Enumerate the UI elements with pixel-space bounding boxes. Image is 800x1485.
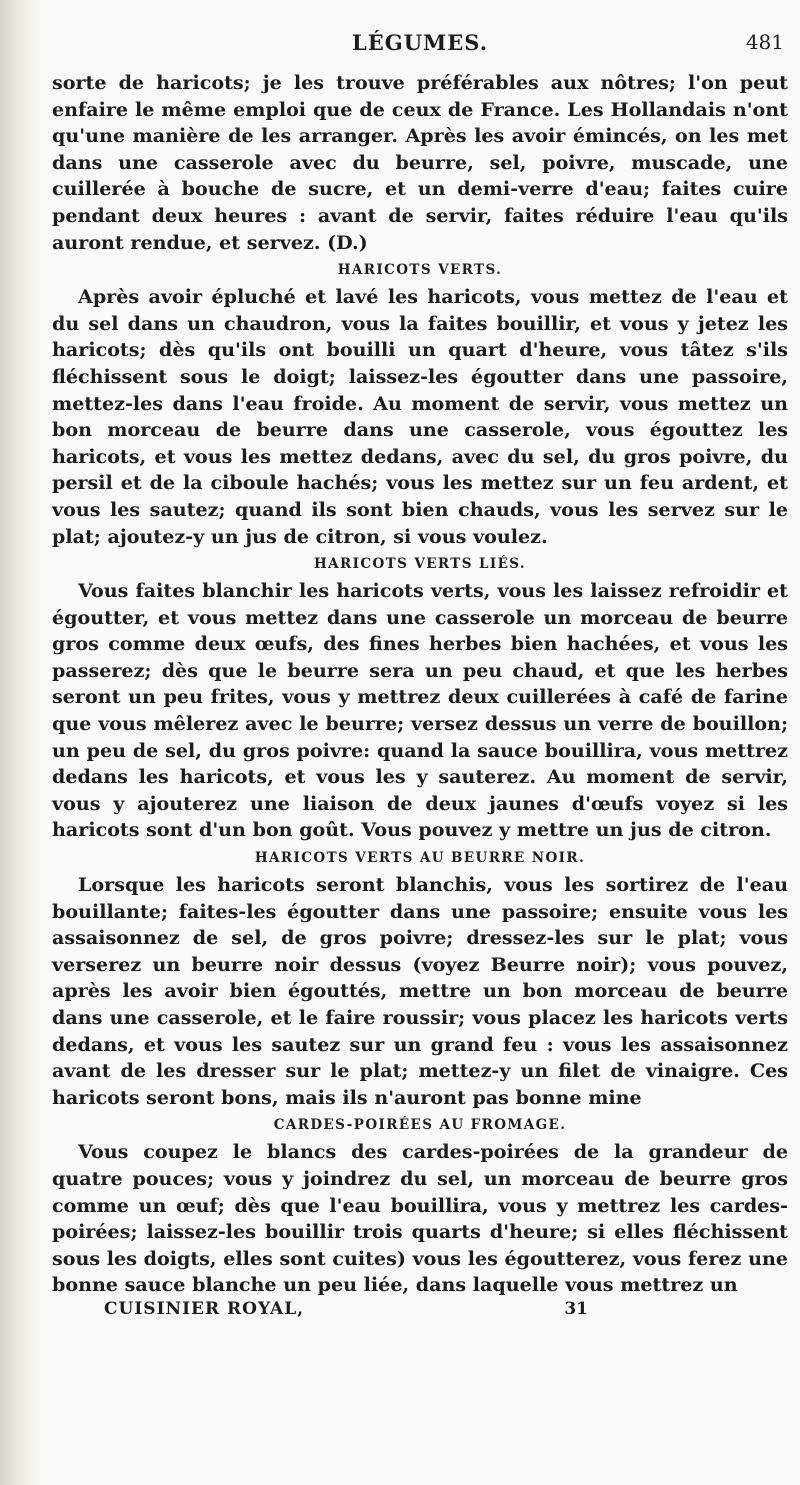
page-footer (52, 1299, 788, 1325)
section-heading-haricots-verts: HARICOTS VERTS. (337, 262, 503, 279)
running-head-title: LÉGUMES. (352, 30, 488, 55)
page-number: 481 (745, 30, 784, 54)
section-heading-cardes-poirees: CARDES-POIRÉES AU FROMAGE. (273, 1117, 567, 1134)
signature-mark: CUISINIER ROYAL, (104, 1298, 305, 1319)
sheet-number: 31 (564, 1298, 588, 1319)
section-heading-haricots-beurre-noir: HARICOTS VERTS AU BEURRE NOIR. (254, 850, 586, 867)
paragraph-haricots-verts: Après avoir épluché et lavé les haricots, vous mettez de l'eau et du sel dans un chaudron, vous la faites bouillir, et vous y jetez les haricots; dès qu'ils ont bouilli un quart d'heure, vous tâtez s'ils fléchissent sous le doigt; laissez-les égoutter dans une passoire, mettez-les dans l'eau froide. Au moment de servir, vous mettez un bon morceau de beurre dans une casserole, vous égouttez les haricots, et vous les mettez dedans, avec du sel, du gros poivre, du persil et de la ciboule hachés; vous les mettez sur un feu ardent, et vous les sautez; quand ils sont bien chauds, vous les servez sur le plat; ajoutez-y un jus de citron, si vous voulez. (52, 285, 788, 548)
section-heading-haricots-verts-lies: HARICOTS VERTS LIÉS. (313, 556, 527, 573)
paragraph-continued: sorte de haricots; je les trouve préférables aux nôtres; l'on peut enfaire le même emploi que de ceux de France. Les Hollandais n'ont qu'une manière de les arranger. Après les avoir émincés, on les met dans une casserole avec du beurre, sel, poivre, muscade, une cuillerée à bouche de sucre, et un demi-verre d'eau; faites cuire pendant deux heures : avant de servir, faites réduire l'eau qu'ils auront rendue, et servez. (D.) (52, 71, 788, 254)
page-gutter-shadow (0, 0, 42, 1485)
book-page (52, 30, 788, 1325)
running-head (52, 30, 788, 70)
paragraph-cardes-poirees: Vous coupez le blancs des cardes-poirées de la grandeur de quatre pouces; vous y joindrez du sel, un morceau de beurre gros comme un œuf; dès que l'eau bouillira, vous y mettrez les cardes-poirées; laissez-les bouillir trois quarts d'heure; si elles fléchissent sous les doigts, elles sont cuites) vous les égoutterez, vous ferez une bonne sauce blanche un peu liée, dans laquelle vous mettrez un (52, 1140, 788, 1297)
paragraph-haricots-beurre-noir: Lorsque les haricots seront blanchis, vous les sortirez de l'eau bouillante; faites-les égoutter dans une passoire; ensuite vous les assaisonnez de sel, de gros poivre; dressez-les sur le plat; vous verserez un beurre noir dessus (voyez Beurre noir); vous pouvez, après les avoir bien égouttés, mettre un bon morceau de beurre dans une casserole, et le faire roussir; vous placez les haricots verts dedans, et vous les sautez sur un grand feu : vous les assaisonnez avant de les dresser sur le plat; mettez-y un filet de vinaigre. Ces haricots seront bons, mais ils n'auront pas bonne mine (52, 873, 788, 1109)
paragraph-haricots-verts-lies: Vous faites blanchir les haricots verts, vous les laissez refroidir et égoutter, et vous mettez dans une casserole un morceau de beurre gros comme deux œufs, des fines herbes bien hachées, et vous les passerez; dès que le beurre sera un peu chaud, et que les herbes seront un peu frites, vous y mettrez deux cuillerées à café de farine que vous mêlerez avec le beurre; versez dessus un verre de bouillon; un peu de sel, du gros poivre: quand la sauce bouillira, vous mettrez dedans les haricots, et vous les y sauterez. Au moment de servir, vous y ajouterez une liaison de deux jaunes d'œufs voyez si les haricots sont d'un bon goût. Vous pouvez y mettre un jus de citron. (52, 579, 788, 842)
